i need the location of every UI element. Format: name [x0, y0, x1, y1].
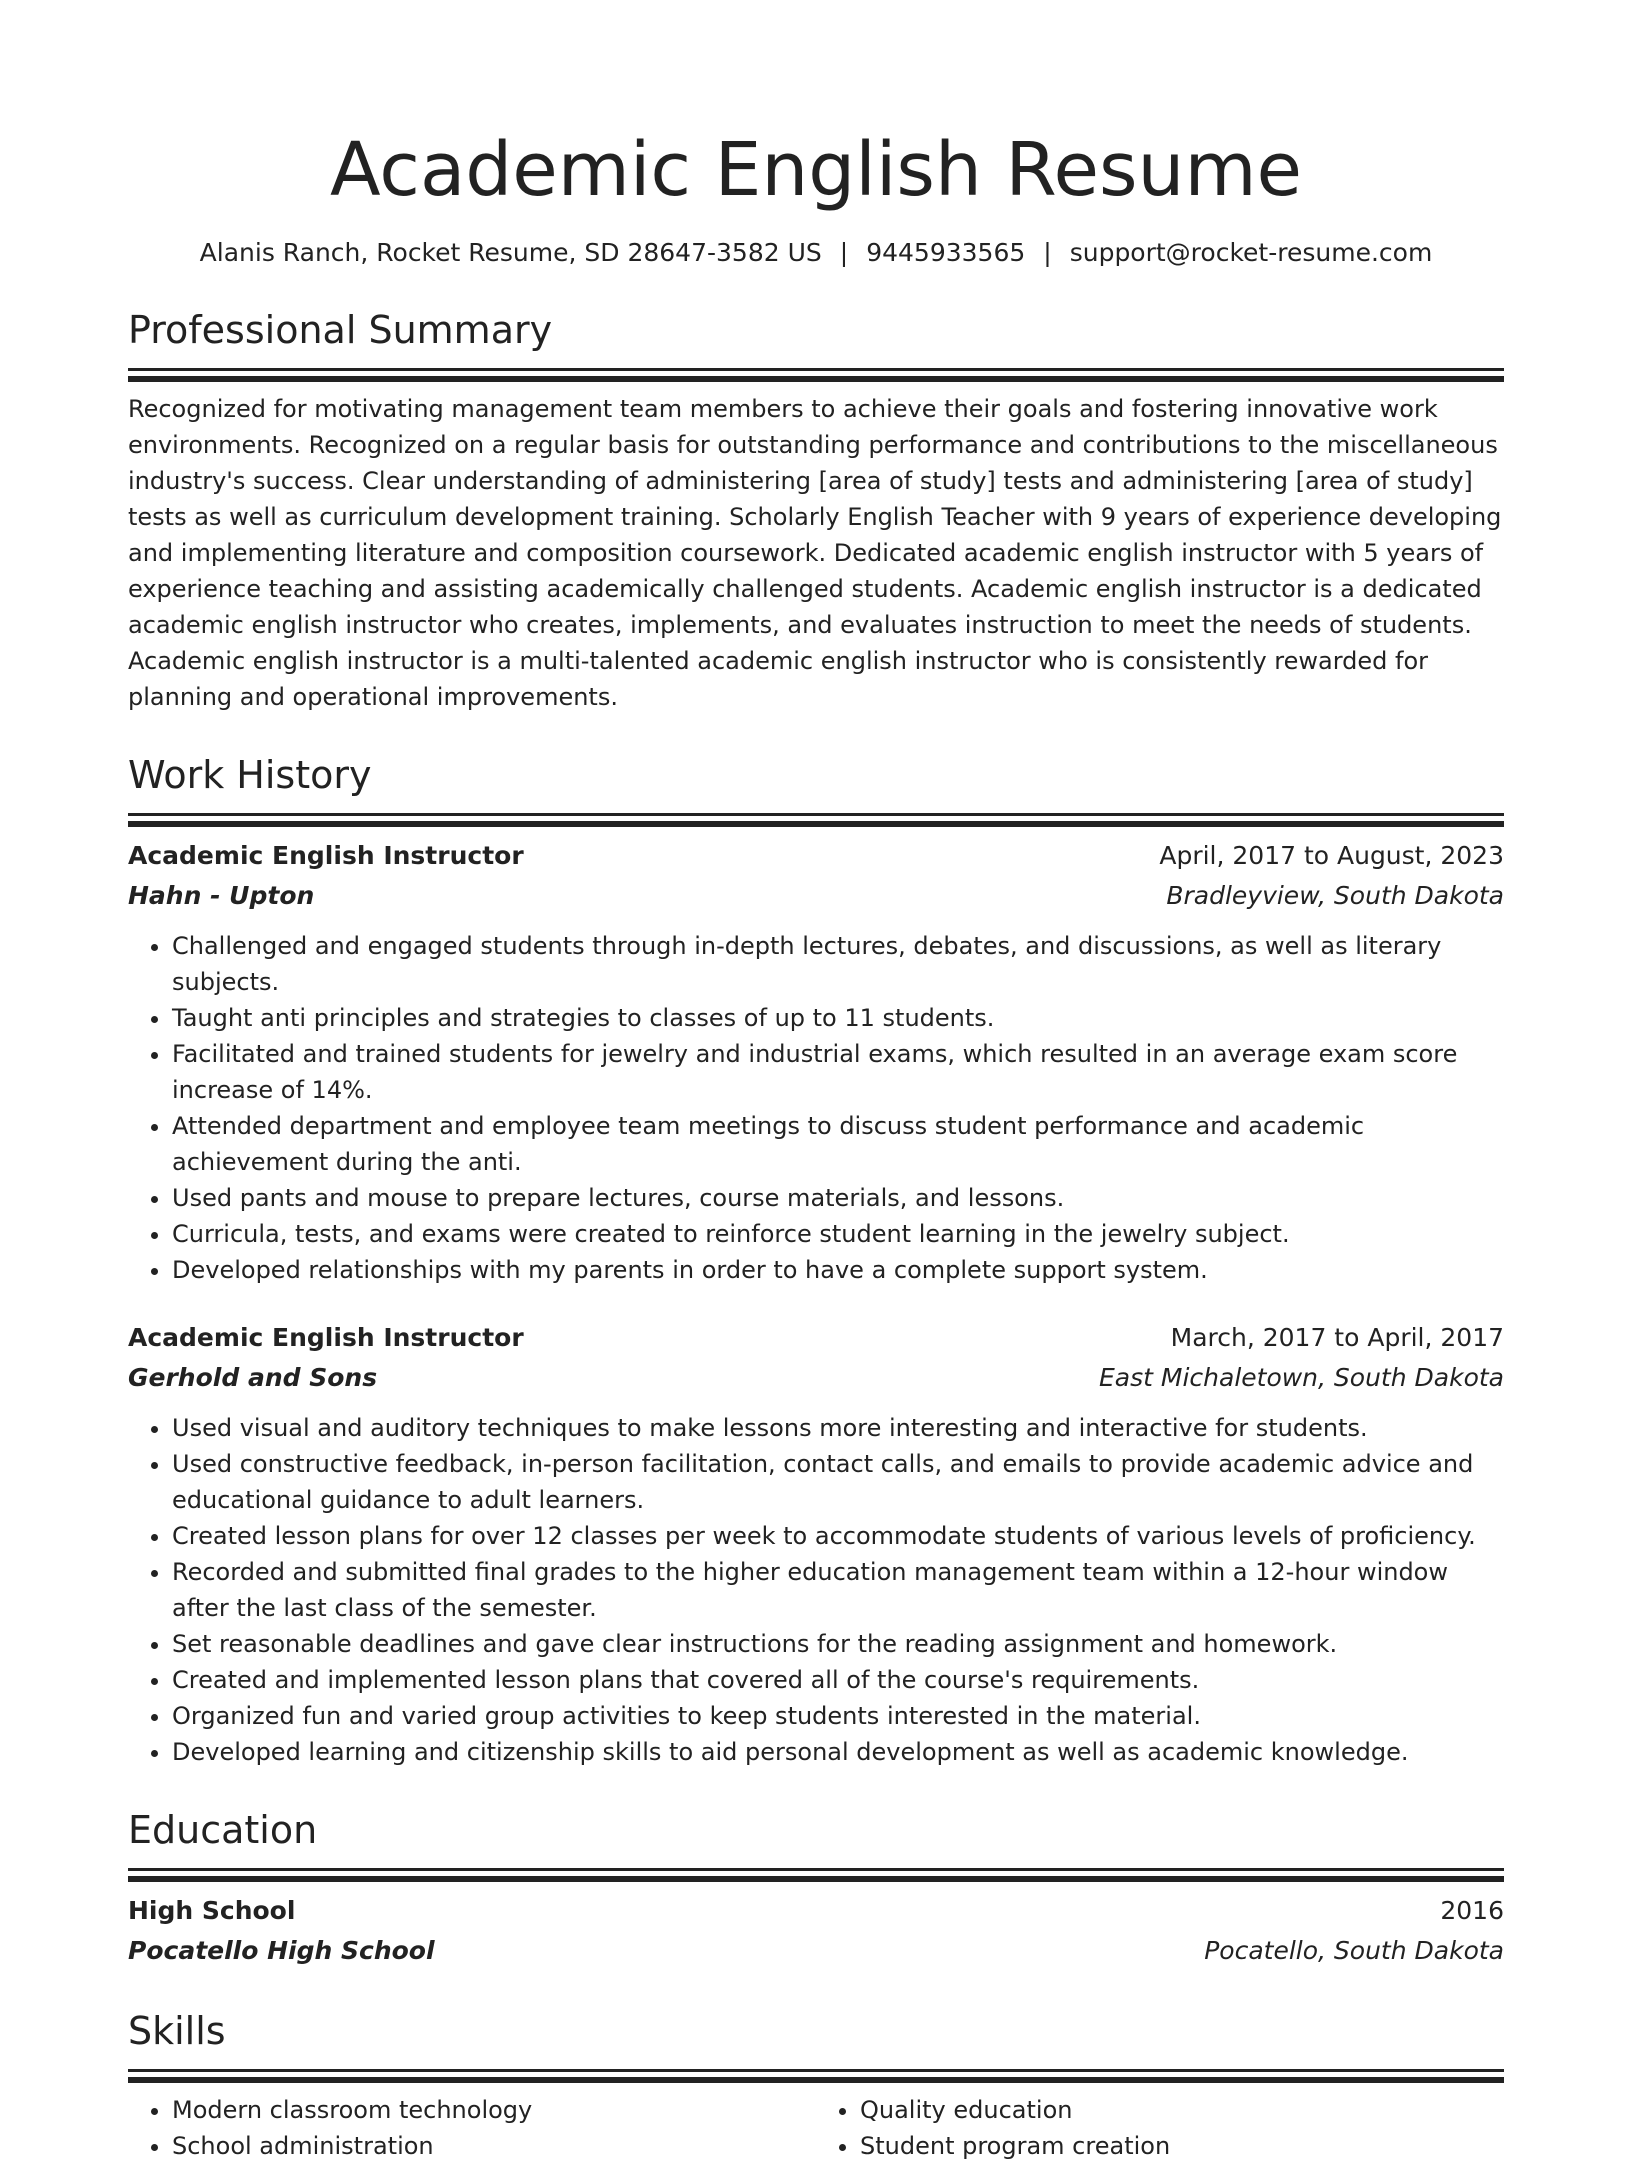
job-bullet: • Attended department and employee team meetings to discuss student performance and academic achievement during the anti.	[172, 1108, 1504, 1180]
job-entry	[128, 1318, 1504, 1770]
skills-list-left	[128, 2092, 816, 2164]
summary-text: Recognized for motivating management team members to achieve their goals and fostering innovative work environments. Recognized on a regular basis for outstanding performance and contributions to the miscellaneous industry's success. Clear understanding of administering [area of study] tests and administering [area of study] tests as well as curriculum development training. Scholarly English Teacher with 9 years of experience developing and implementing literature and composition coursework. Dedicated academic english instructor with 5 years of experience teaching and assisting academically challenged students. Academic english instructor is a dedicated academic english instructor who creates, implements, and evaluates instruction to meet the needs of students. Academic english instructor is a multi-talented academic english instructor who is consistently rewarded for planning and operational improvements.	[128, 395, 1502, 711]
education-school: Pocatello High School	[128, 1936, 435, 1965]
job-title: Academic English Instructor	[128, 841, 524, 870]
job-dates: March, 2017 to April, 2017	[1170, 1323, 1504, 1352]
skills-list-right	[816, 2092, 1504, 2164]
summary-section	[128, 306, 1504, 715]
section-divider	[128, 2069, 1504, 2072]
section-divider	[128, 1868, 1504, 1871]
contact-line	[128, 236, 1504, 270]
job-bullet-list	[128, 1410, 1504, 1770]
job-bullet-list	[128, 928, 1504, 1288]
job-location: East Michaletown, South Dakota	[1099, 1363, 1504, 1392]
job-bullet: • Curricula, tests, and exams were created to reinforce student learning in the jewelry subject.	[172, 1216, 1504, 1252]
job-bullet: • Created and implemented lesson plans that covered all of the course's requirements.	[172, 1662, 1504, 1698]
skills-section	[128, 2007, 1504, 2164]
job-bullet: • Recorded and submitted final grades to the higher education management team within a 12-hour window after the last class of the semester.	[172, 1554, 1504, 1626]
skill-item: • School administration	[172, 2128, 816, 2164]
job-company: Hahn - Upton	[128, 881, 315, 910]
job-bullet: • Set reasonable deadlines and gave clear instructions for the reading assignment and homework.	[172, 1626, 1504, 1662]
job-bullet: • Taught anti principles and strategies to classes of up to 11 students.	[172, 1000, 1504, 1036]
work-history-section	[128, 751, 1504, 1770]
summary-heading: Professional Summary	[128, 308, 553, 352]
education-heading: Education	[128, 1808, 318, 1852]
contact-separator: |	[839, 238, 849, 267]
skills-columns	[128, 2092, 1504, 2164]
job-bullet: • Challenged and engaged students through in-depth lectures, debates, and discussions, as well as literary subjects.	[172, 928, 1504, 1000]
work-history-heading: Work History	[128, 753, 372, 797]
education-section	[128, 1806, 1504, 1971]
section-divider	[128, 813, 1504, 816]
contact-phone: 9445933565	[866, 238, 1026, 267]
job-title: Academic English Instructor	[128, 1323, 524, 1352]
contact-email[interactable]: support@rocket-resume.com	[1069, 238, 1433, 267]
job-company: Gerhold and Sons	[128, 1363, 378, 1392]
job-bullet: • Used constructive feedback, in-person facilitation, contact calls, and emails to provide academic advice and educational guidance to adult learners.	[172, 1446, 1504, 1518]
contact-address: Alanis Ranch, Rocket Resume, SD 28647-3582 US	[199, 238, 822, 267]
job-bullet: • Created lesson plans for over 12 classes per week to accommodate students of various levels of proficiency.	[172, 1518, 1504, 1554]
job-bullet: • Used pants and mouse to prepare lectures, course materials, and lessons.	[172, 1180, 1504, 1216]
job-dates: April, 2017 to August, 2023	[1159, 841, 1504, 870]
education-degree: High School	[128, 1896, 296, 1925]
job-entry	[128, 836, 1504, 1288]
job-bullet: • Used visual and auditory techniques to make lessons more interesting and interactive for students.	[172, 1410, 1504, 1446]
education-location: Pocatello, South Dakota	[1204, 1936, 1504, 1965]
skill-item: • Quality education	[860, 2092, 1504, 2128]
skill-item: • Modern classroom technology	[172, 2092, 816, 2128]
resume-title: Academic English Resume	[329, 127, 1303, 213]
education-year: 2016	[1440, 1896, 1504, 1925]
skill-item: • Student program creation	[860, 2128, 1504, 2164]
job-bullet: • Developed relationships with my parents in order to have a complete support system.	[172, 1252, 1504, 1288]
contact-separator: |	[1043, 238, 1052, 267]
job-location: Bradleyview, South Dakota	[1166, 881, 1504, 910]
skills-heading: Skills	[128, 2009, 226, 2053]
job-bullet: • Facilitated and trained students for jewelry and industrial exams, which resulted in an average exam score increase of 14%.	[172, 1036, 1504, 1108]
job-bullet: • Organized fun and varied group activities to keep students interested in the material.	[172, 1698, 1504, 1734]
section-divider	[128, 368, 1504, 371]
job-bullet: • Developed learning and citizenship skills to aid personal development as well as academic knowledge.	[172, 1734, 1504, 1770]
